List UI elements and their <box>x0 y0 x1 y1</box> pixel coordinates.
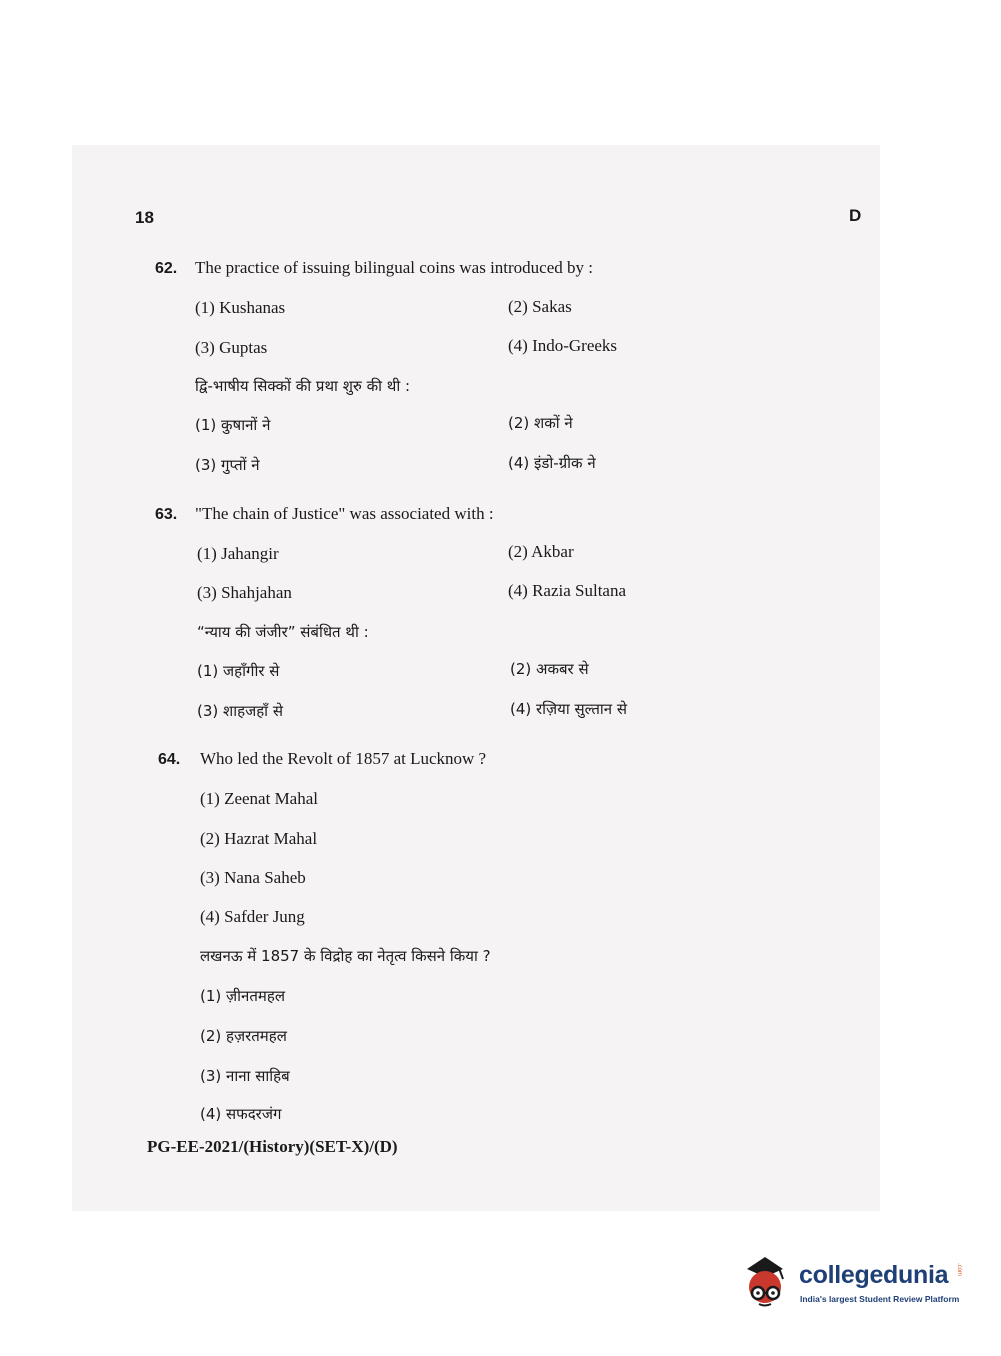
option-en: (3) Shahjahan <box>197 583 292 602</box>
logo-suffix: .com <box>956 1263 962 1277</box>
option-en: (2) Hazrat Mahal <box>200 829 318 848</box>
option-en: (1) Kushanas <box>195 298 286 317</box>
question-text-hi: लखनऊ में 1857 के विद्रोह का नेतृत्व किसने किया ? <box>200 947 491 965</box>
question-text-hi: “न्याय की जंजीर” संबंधित थी : <box>197 623 369 641</box>
option-en: (3) Guptas <box>195 338 268 357</box>
collegedunia-logo[interactable] <box>743 1253 973 1315</box>
exam-page <box>72 145 880 1211</box>
question-text-en: "The chain of Justice" was associated with : <box>195 504 494 523</box>
option-en: (1) Jahangir <box>197 544 279 563</box>
option-hi: (2) शकों ने <box>508 414 573 432</box>
page-number: 18 <box>135 208 154 227</box>
question-number: 63. <box>155 506 178 523</box>
set-letter: D <box>849 206 862 225</box>
question-text-hi: द्वि-भाषीय सिक्कों की प्रथा शुरु की थी : <box>195 377 411 395</box>
option-en: (4) Indo-Greeks <box>508 336 618 355</box>
option-hi: (2) हज़रतमहल <box>200 1027 287 1045</box>
question-number: 62. <box>155 260 178 277</box>
option-hi: (4) रज़िया सुल्तान से <box>510 700 628 718</box>
mascot-icon <box>743 1255 793 1309</box>
option-hi: (4) सफदरजंग <box>200 1105 282 1123</box>
option-en: (2) Akbar <box>508 542 574 561</box>
option-hi: (3) शाहजहाँ से <box>197 702 283 720</box>
question-text-en: Who led the Revolt of 1857 at Lucknow ? <box>200 749 487 768</box>
option-en: (3) Nana Saheb <box>200 868 306 887</box>
option-hi: (1) जहाँगीर से <box>197 662 280 680</box>
option-hi: (1) ज़ीनतमहल <box>200 987 286 1005</box>
option-hi: (1) कुषानों ने <box>195 416 271 434</box>
option-hi: (3) गुप्तों ने <box>195 456 260 474</box>
logo-wordmark: collegedunia <box>799 1261 949 1289</box>
option-en: (2) Sakas <box>508 297 572 316</box>
logo-tagline: India's largest Student Review Platform <box>800 1294 960 1304</box>
option-hi: (4) इंडो-ग्रीक ने <box>508 454 596 472</box>
option-hi: (3) नाना साहिब <box>200 1067 290 1085</box>
question-text-en: The practice of issuing bilingual coins was introduced by : <box>195 258 593 277</box>
question-number: 64. <box>158 751 181 768</box>
option-en: (1) Zeenat Mahal <box>200 789 318 808</box>
option-en: (4) Razia Sultana <box>508 581 627 600</box>
exam-code-footer: PG-EE-2021/(History)(SET-X)/(D) <box>147 1137 398 1156</box>
option-en: (4) Safder Jung <box>200 907 305 926</box>
option-hi: (2) अकबर से <box>510 660 589 678</box>
